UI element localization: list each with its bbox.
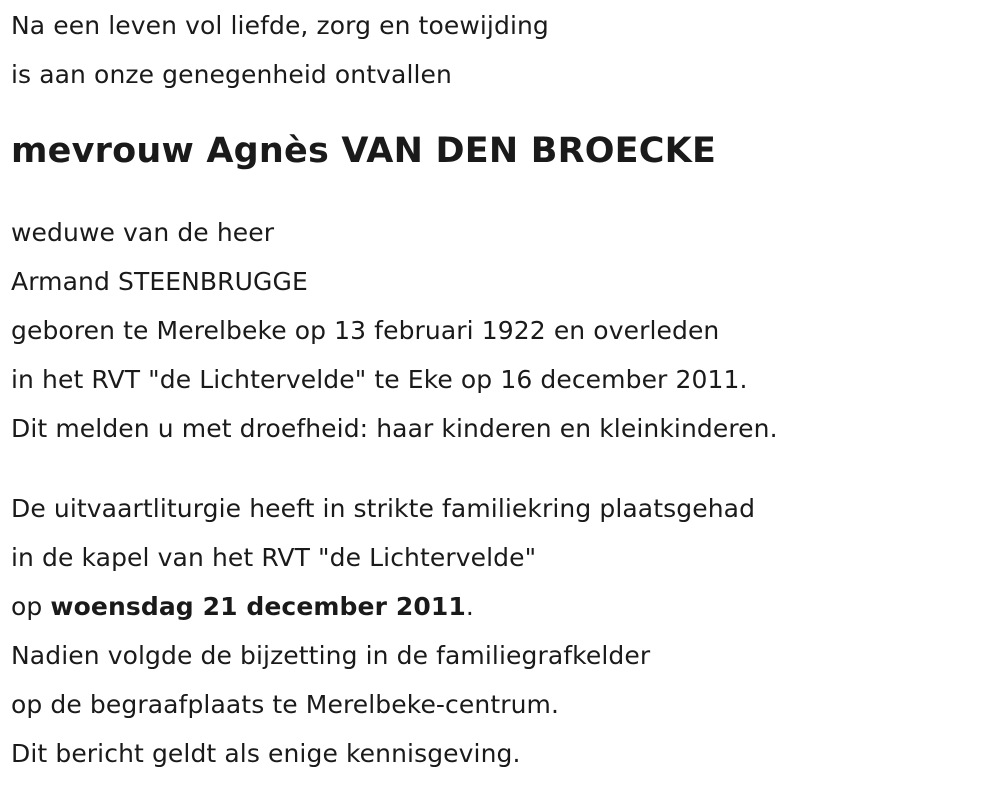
funeral-line-1: De uitvaartliturgie heeft in strikte familiekring plaatsgehad xyxy=(11,494,756,523)
funeral-date-line xyxy=(11,582,991,631)
burial-line-2: op de begraafplaats te Merelbeke-centrum. xyxy=(11,690,560,719)
death-notice xyxy=(11,0,991,778)
widow-line: weduwe van de heer xyxy=(11,218,275,247)
funeral-line-2: in de kapel van het RVT "de Lichtervelde" xyxy=(11,543,537,572)
section-gap xyxy=(11,453,991,484)
intro-line-2: is aan onze genegenheid ontvallen xyxy=(11,60,452,89)
deceased-name: mevrouw Agnès VAN DEN BROECKE xyxy=(11,131,717,171)
funeral-date: woensdag 21 december 2011 xyxy=(50,592,466,621)
birth-line: geboren te Merelbeke op 13 februari 1922 en overleden xyxy=(11,316,720,345)
funeral-date-prefix: op xyxy=(11,592,51,621)
spouse-name: Armand STEENBRUGGE xyxy=(11,267,308,296)
death-line: in het RVT "de Lichtervelde" te Eke op 16 december 2011. xyxy=(11,365,748,394)
intro-line-1: Na een leven vol liefde, zorg en toewijding xyxy=(11,11,549,40)
funeral-date-suffix: . xyxy=(465,592,474,621)
burial-line-1: Nadien volgde de bijzetting in de familiegrafkelder xyxy=(11,641,651,670)
family-line: Dit melden u met droefheid: haar kinderen en kleinkinderen. xyxy=(11,414,778,443)
notice-line: Dit bericht geldt als enige kennisgeving. xyxy=(11,739,521,768)
